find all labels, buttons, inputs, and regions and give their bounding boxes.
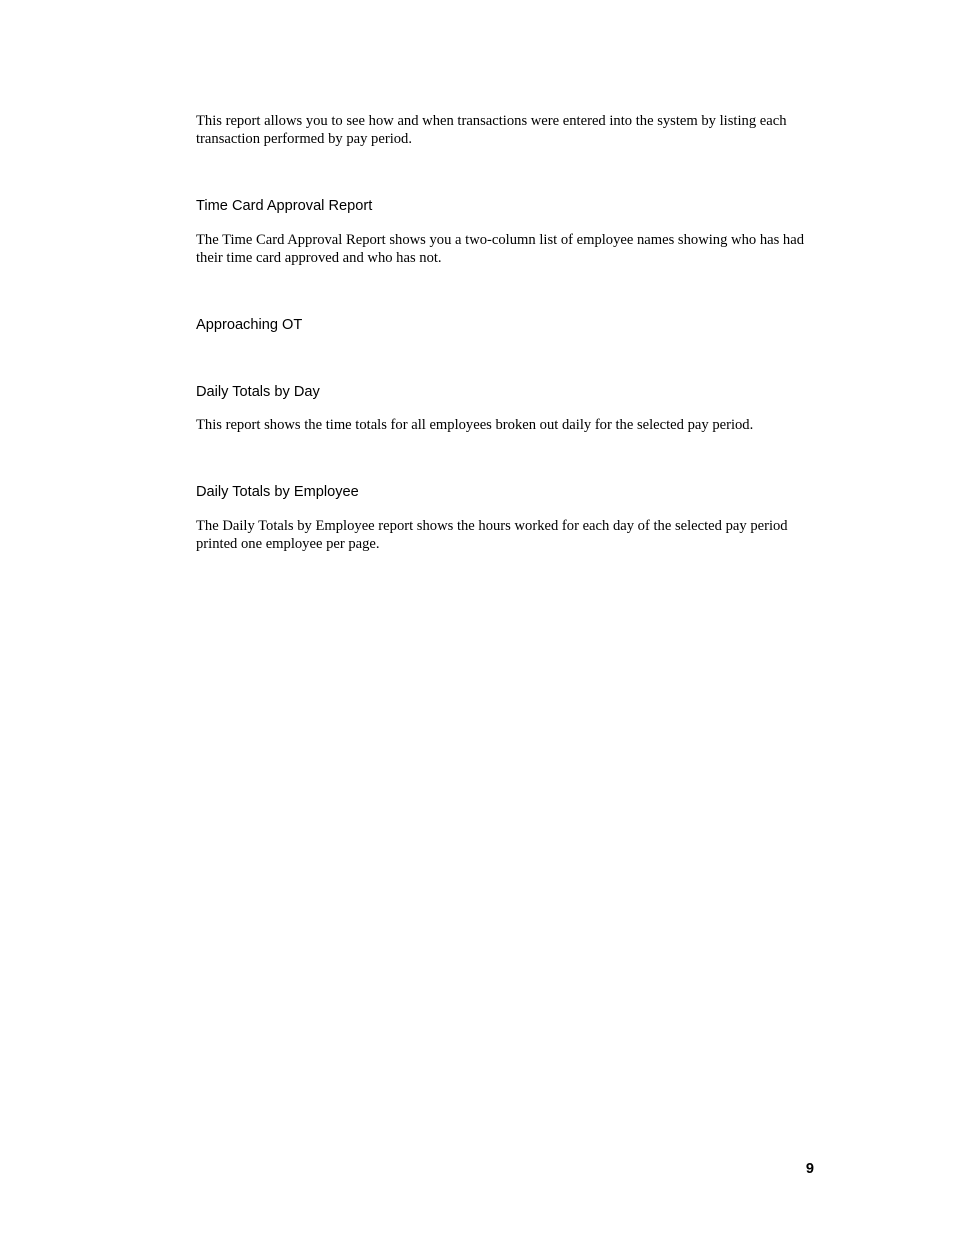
section-paragraph-daily-totals-by-day: This report shows the time totals for all employees broken out daily for the selected pay period.: [196, 417, 754, 433]
page-number: 9: [805, 1161, 814, 1177]
section-heading-daily-totals-by-day: Daily Totals by Day: [196, 384, 320, 400]
section-heading-daily-totals-by-employee: Daily Totals by Employee: [196, 484, 359, 500]
section-paragraph-time-card-approval-report: The Time Card Approval Report shows you a two-column list of employee names showing who has had their time card approved and who has not.: [196, 232, 804, 266]
intro-paragraph: This report allows you to see how and when transactions were entered into the system by listing each transaction performed by pay period.: [196, 113, 787, 147]
section-paragraph-daily-totals-by-employee: The Daily Totals by Employee report shows the hours worked for each day of the selected pay period printed one employee per page.: [196, 518, 788, 552]
section-heading-time-card-approval-report: Time Card Approval Report: [196, 198, 373, 214]
section-heading-approaching-ot: Approaching OT: [196, 317, 303, 333]
